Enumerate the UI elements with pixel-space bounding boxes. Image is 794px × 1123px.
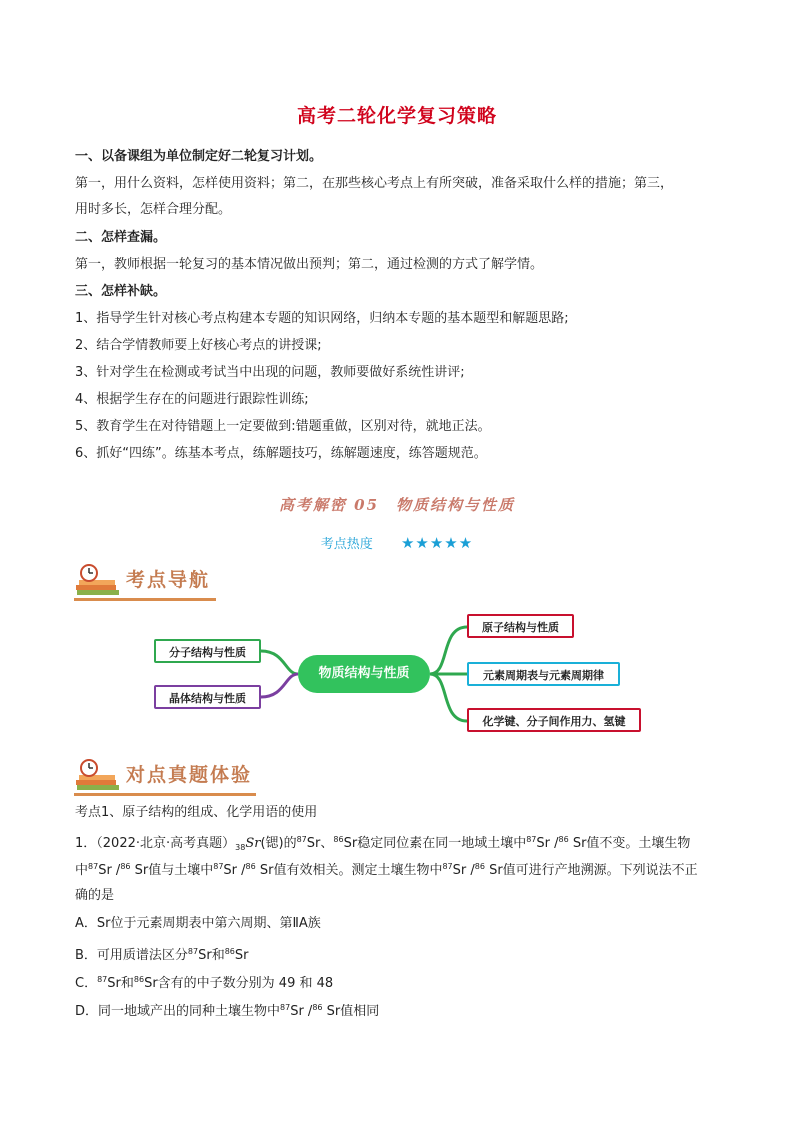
text-run: Sr / [223, 863, 246, 878]
text-run: Sr值相同 [322, 1004, 380, 1019]
mass-number: 87 [280, 1003, 291, 1012]
text-run: Sr [306, 836, 321, 851]
banner-underline [74, 598, 216, 601]
mindmap-center-node: 物质结构与性质 [298, 655, 430, 693]
mass-number: 86 [133, 975, 145, 984]
text-run: 、 [320, 836, 334, 851]
banner-label: 对点真题体验 [126, 764, 253, 786]
question-section-title: 考点1、原子结构的组成、化学用语的使用 [75, 805, 318, 820]
mass-number: 86 [558, 835, 569, 844]
list-item: 4、根据学生存在的问题进行跟踪性训练; [75, 392, 309, 407]
text-run: Sr / [452, 863, 475, 878]
question-source: 1．（2022·北京·高考真题） [75, 836, 236, 851]
topic-title: 高考解密 05 物质结构与性质 [278, 496, 516, 514]
list-item: 6、抓好“四练”。练基本考点，练解题技巧，练解题速度，练答题规范。 [75, 446, 487, 461]
text-run: Sr / [290, 1004, 313, 1019]
element-symbol: Sr [245, 836, 261, 851]
mindmap-node-crystal-structure: 晶体结构与性质 [154, 685, 261, 709]
text-run: (锶)的 [260, 836, 297, 851]
mass-number: 86 [474, 862, 485, 871]
mass-number: 87 [88, 862, 99, 871]
star-rating-icon: ★★★★★ [400, 534, 474, 552]
mass-number: 87 [97, 975, 108, 984]
text-run: Sr值不变。土壤生物 [568, 836, 691, 851]
mass-number: 86 [224, 947, 235, 956]
option-c: C．$^{87}$Sr和$^{86}$Sr含有的中子数分别为 49 和 48 [75, 975, 334, 991]
text-run: Sr值可进行产地溯源。下列说法不正 [484, 863, 698, 878]
text-run: B．可用质谱法区分 [75, 948, 188, 963]
banner-underline [74, 793, 256, 796]
mass-number: 86 [333, 835, 344, 844]
mass-number: 87 [526, 835, 537, 844]
section-heading-1: 一、以备课组为单位制定好二轮复习计划。 [75, 149, 323, 164]
mindmap-node-periodic-table: 元素周期表与元素周期律 [467, 662, 620, 686]
text-run: Sr值与土壤中 [130, 863, 214, 878]
option-d [75, 999, 379, 1021]
question-stem-line-3: 确的是 [75, 888, 115, 903]
mass-number: 87 [213, 862, 224, 871]
books-clock-icon [74, 758, 122, 792]
option-b [75, 943, 249, 965]
section-heading-3: 三、怎样补缺。 [75, 284, 167, 299]
mass-number: 86 [245, 862, 256, 871]
text-run: Sr / [536, 836, 559, 851]
question-stem-line-2 [75, 858, 698, 880]
option-a: A．Sr位于元素周期表中第六周期、第ⅡA族 [75, 916, 321, 931]
books-clock-icon [74, 563, 122, 597]
text-run: D．同一地域产出的同种土壤生物中 [75, 1004, 281, 1019]
text-run: Sr含有的中子数分别为 49 和 48 [144, 976, 334, 991]
list-item: 2、结合学情教师要上好核心考点的讲授课; [75, 338, 322, 353]
mindmap-node-chemical-bonds: 化学键、分子间作用力、氢键 [467, 708, 641, 732]
list-item: 5、教育学生在对待错题上一定要做到:错题重做，区别对待，就地正法。 [75, 419, 491, 434]
mass-number: 87 [442, 862, 453, 871]
text-run: Sr和 [198, 948, 225, 963]
atomic-number: 38 [235, 843, 246, 852]
section-heading-2: 二、怎样查漏。 [75, 230, 167, 245]
text-run: 中 [75, 863, 89, 878]
list-item: 1、指导学生针对核心考点构建本专题的知识网络，归纳本专题的基本题型和解题思路; [75, 311, 569, 326]
text-run: Sr [234, 948, 249, 963]
text-run: Sr / [98, 863, 121, 878]
paragraph-1-line-2: 用时多长，怎样合理分配。 [75, 202, 232, 217]
mindmap-node-atomic-structure: 原子结构与性质 [467, 614, 574, 638]
banner-real-exam-practice [74, 758, 254, 794]
heat-label: 考点热度 [320, 537, 373, 552]
text-run: Sr值有效相关。测定土壤生物中 [255, 863, 443, 878]
mass-number: 87 [187, 947, 199, 956]
text-run: Sr稳定同位素在同一地域土壤中 [343, 836, 527, 851]
list-item: 3、针对学生在检测或考试当中出现的问题，教师要做好系统性讲评; [75, 365, 465, 380]
heat-rating [0, 533, 794, 552]
banner-exam-navigation [74, 563, 254, 599]
paragraph-2: 第一，教师根据一轮复习的基本情况做出预判；第二，通过检测的方式了解学情。 [75, 257, 544, 272]
mass-number: 87 [296, 835, 307, 844]
banner-label: 考点导航 [126, 569, 211, 591]
paragraph-1-line-1: 第一，用什么资料，怎样使用资料；第二，在那些核心考点上有所突破，准备采取什么样的措施；第三， [75, 176, 674, 191]
mindmap-node-molecular-structure: 分子结构与性质 [154, 639, 261, 663]
mass-number: 86 [312, 1003, 323, 1012]
page-title: 高考二轮化学复习策略 [296, 105, 497, 127]
mass-number: 86 [120, 862, 131, 871]
text-run: Sr和 [107, 976, 134, 991]
question-stem-line-1 [75, 831, 690, 857]
